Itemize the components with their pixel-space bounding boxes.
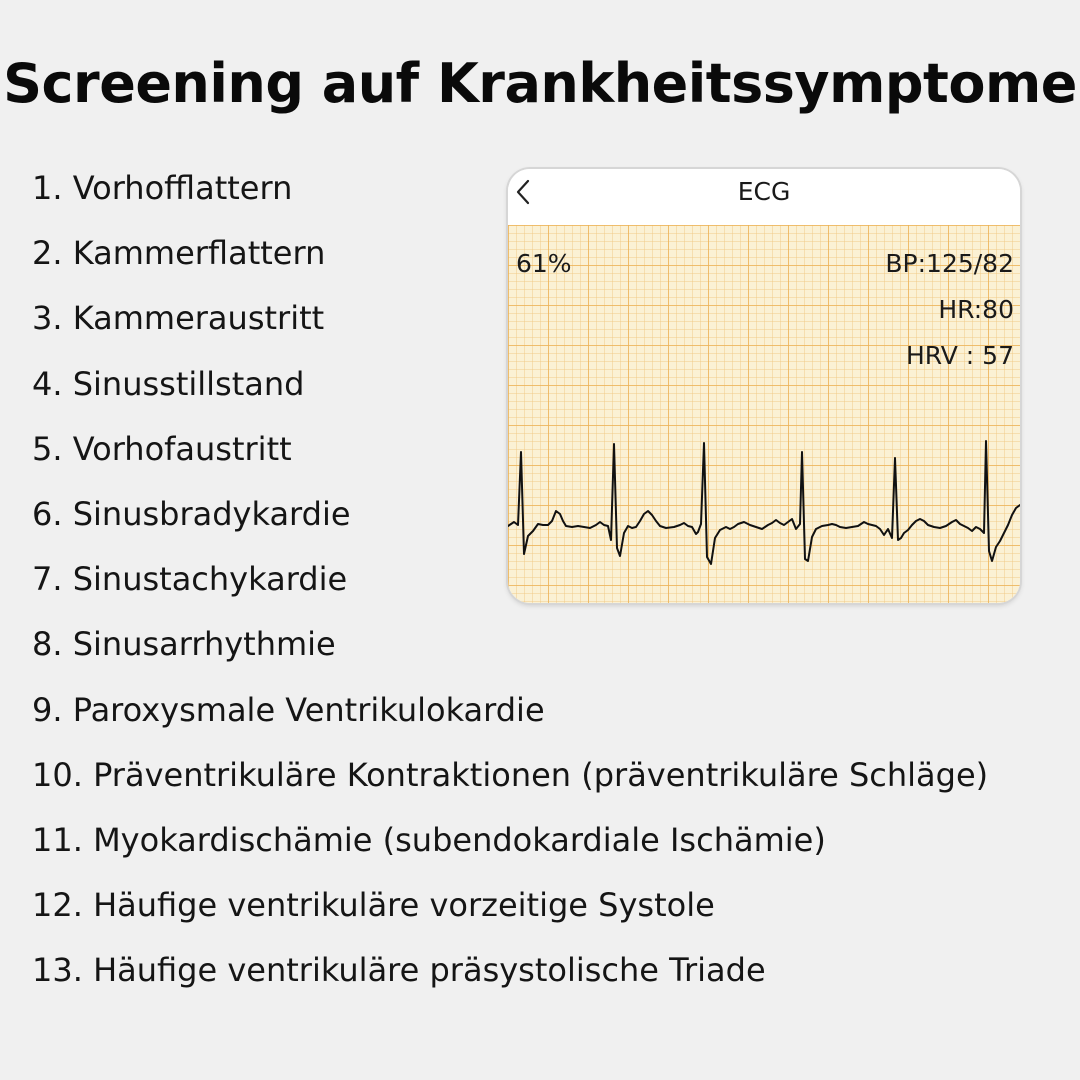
symptom-item: 8. Sinusarrhythmie [32,625,336,664]
symptom-item: 2. Kammerflattern [32,234,326,273]
ecg-trace-line [508,441,1020,564]
blood-pressure-readout: BP:125/82 [885,249,1014,278]
symptom-item: 7. Sinustachykardie [32,560,348,599]
symptom-item: 3. Kammeraustritt [32,299,325,338]
symptom-item: 6. Sinusbradykardie [32,494,351,533]
symptom-item: 5. Vorhofaustritt [32,429,292,468]
ecg-waveform [508,169,1020,603]
symptom-item: 13. Häufige ventrikuläre präsystolische Triade [32,951,766,990]
hrv-readout: HRV : 57 [905,341,1014,370]
symptom-item: 12. Häufige ventrikuläre vorzeitige Systole [32,886,715,925]
spo2-readout: 61% [516,249,572,278]
heart-rate-readout: HR:80 [938,295,1014,324]
symptom-item: 1. Vorhofflattern [32,169,293,207]
symptom-item: 10. Präventrikuläre Kontraktionen (präventrikuläre Schläge) [32,755,989,794]
symptom-item: 4. Sinusstillstand [32,364,305,403]
ecg-phone-screen [508,169,1020,603]
page-title: Screening auf Krankheitssymptome [3,52,1077,115]
symptom-item: 11. Myokardischämie (subendokardiale Ischämie) [32,820,826,859]
symptom-item: 9. Paroxysmale Ventrikulokardie [32,690,545,729]
ecg-screen-title: ECG [737,177,791,206]
